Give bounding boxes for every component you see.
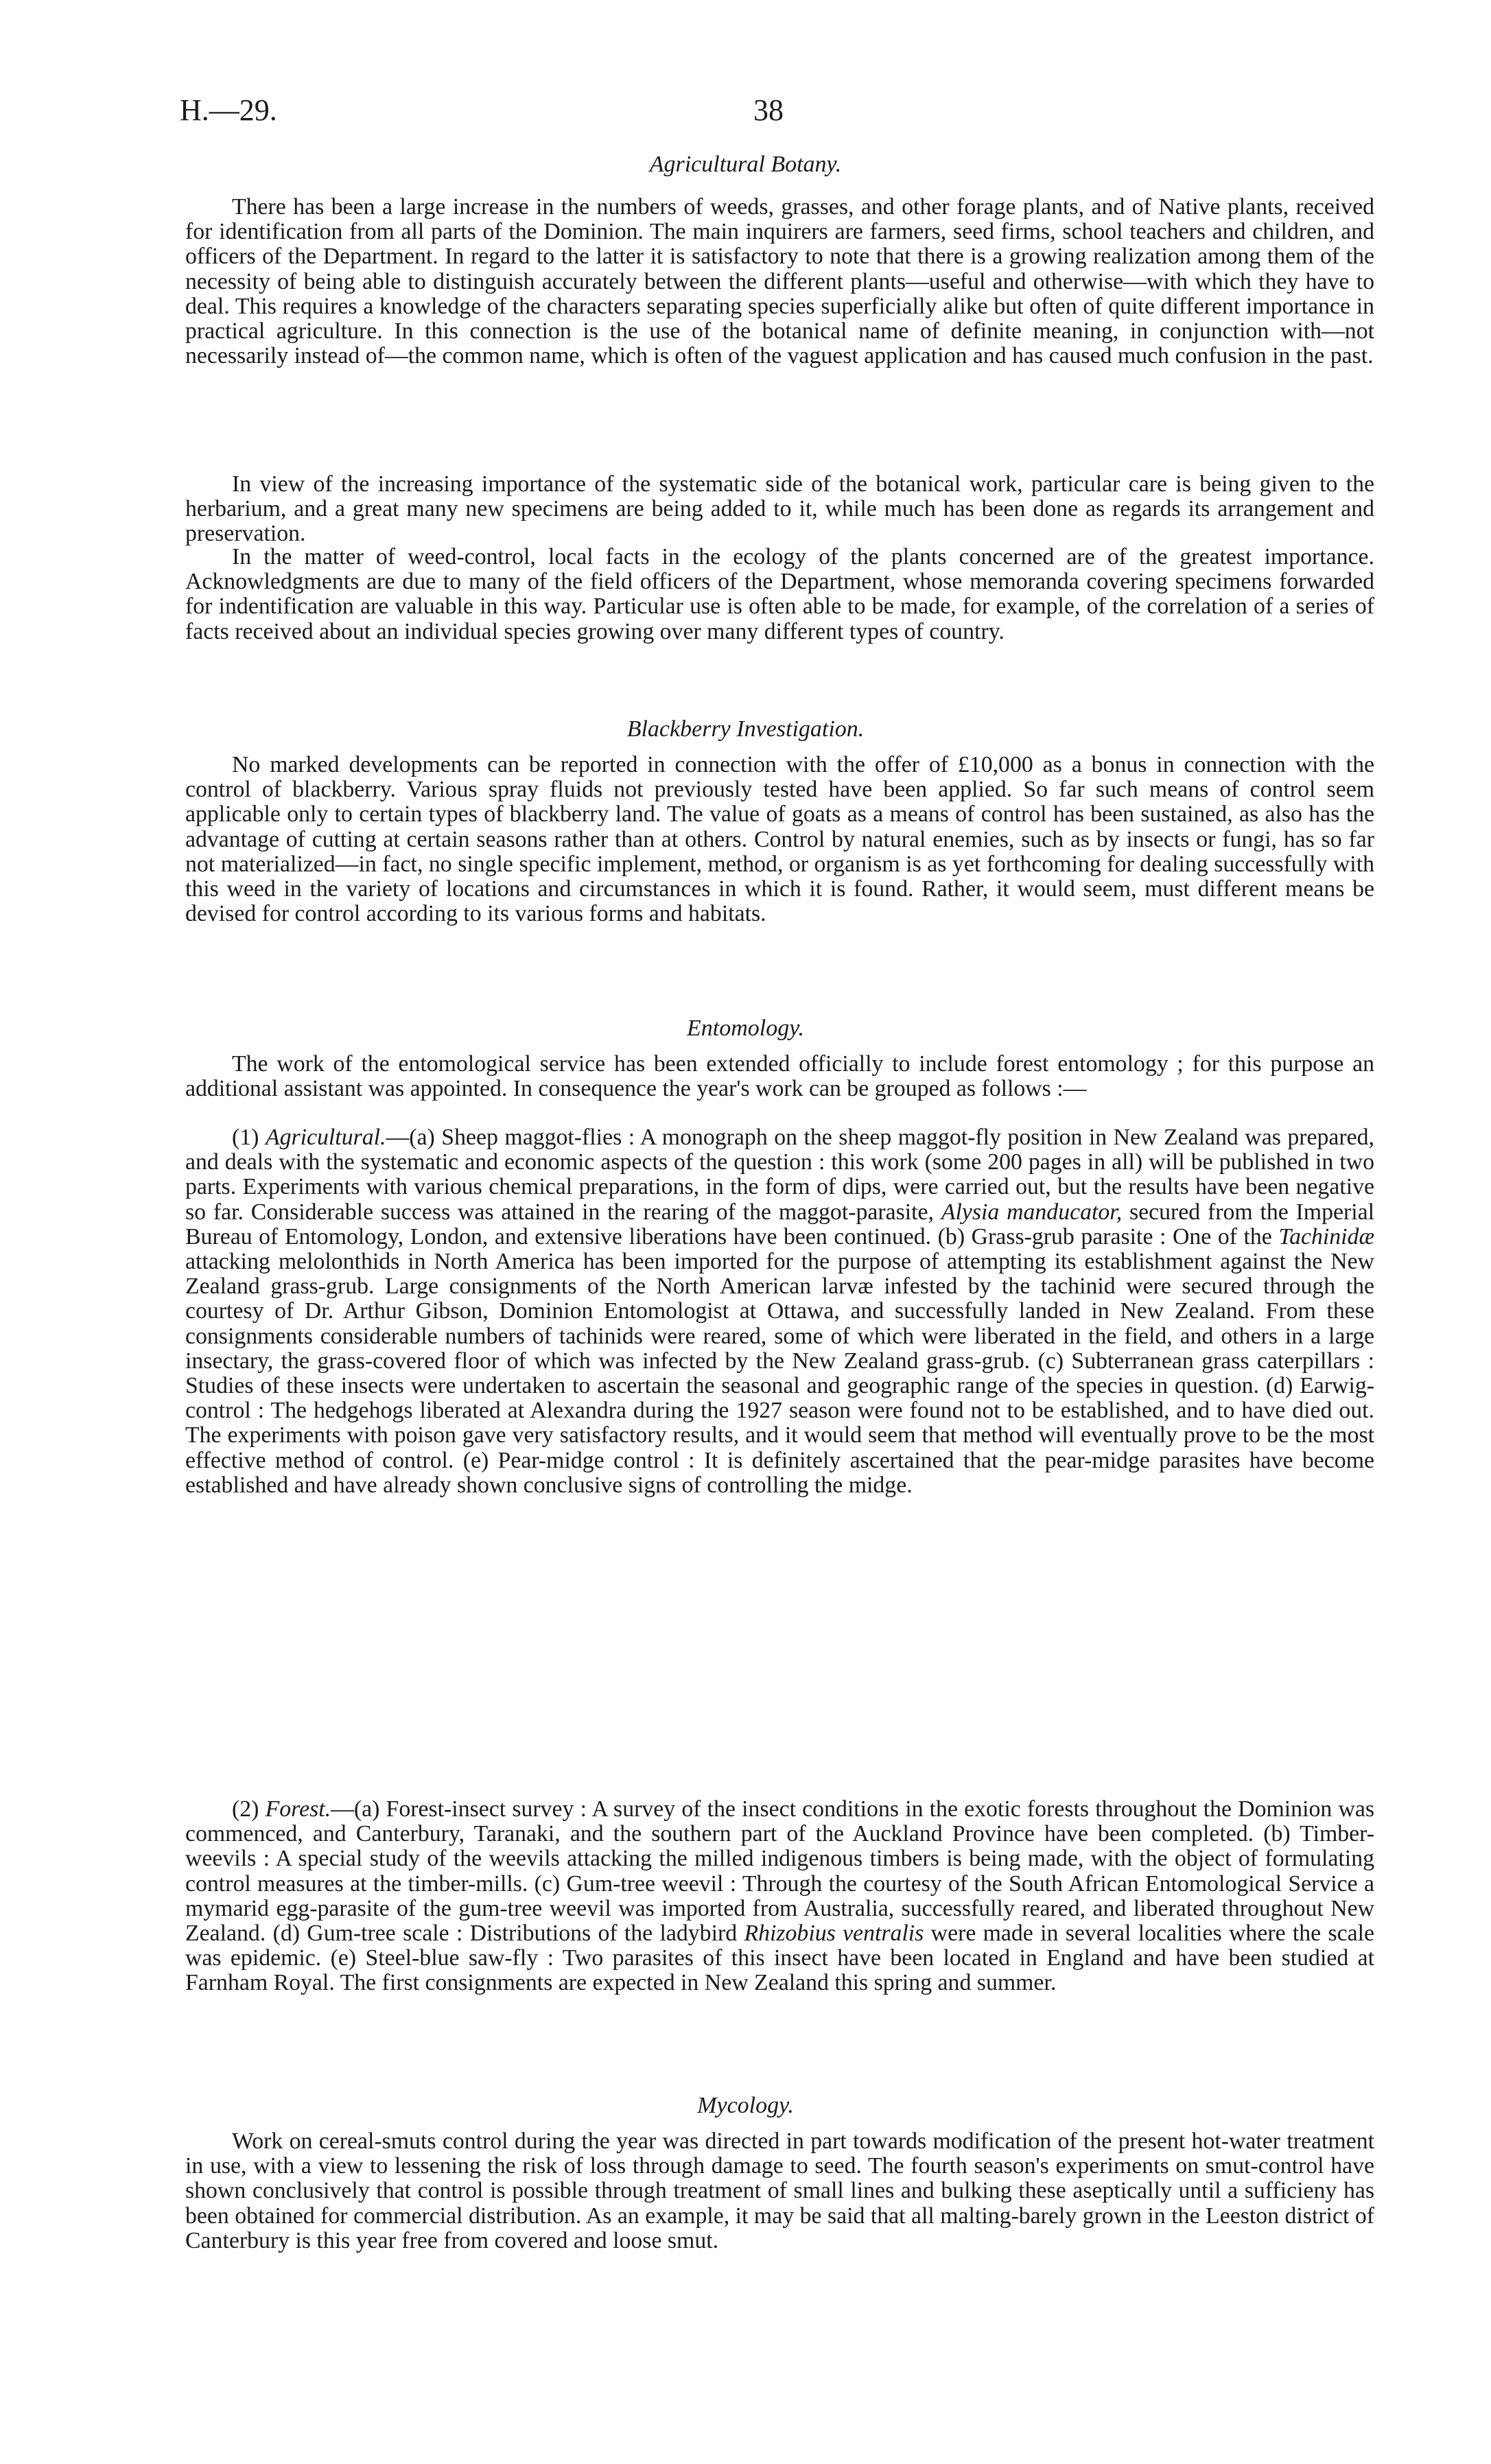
paragraph-botany-weed-control: In the matter of weed-control, local facts in the ecology of the plants concerned are of the greatest importance. Acknowledgments are due to many of the field officers of the Department, whose memoranda covering specimens forwarded for indentification are valuable in this way. Particular use is often able to be made, for example, of the correlation of a series of facts received about an individual species growing over many different types of country. [185, 544, 1374, 644]
paragraph-mycology: Work on cereal-smuts control during the year was directed in part towards modification of the present hot-water treatment in use, with a view to lessening the risk of loss through damage to seed. The fourth season's experiments on smut-control have shown conclusively that control is possible through treatment of small lines and bulking these aseptically until a sufficieny has been obtained for commercial distribution. As an example, it may be said that all malting-barely grown in the Leeston district of Canterbury is this year free from covered and loose smut. [185, 2128, 1374, 2253]
paragraph-blackberry: No marked developments can be reported in connection with the offer of £10,000 as a bonus in connection with the control of blackberry. Various spray fluids not previously tested have been applied. So far such means of control seem applicable only to certain types of blackberry land. The value of goats as a means of control has been sustained, as also has the advantage of cutting at certain seasons rather than at others. Control by natural enemies, such as by insects or fungi, has so far not materialized—in fact, no single specific implement, method, or organism is as yet forthcoming for dealing successfully with this weed in the variety of locations and circumstances in which it is found. Rather, it would seem, must different means be devised for control according to its various forms and habitats. [185, 752, 1374, 927]
text-segment: —(a) Forest-insect survey : A survey of the insect conditions in the exotic forests throughout the Dominion was commenced, and Canterbury, Taranaki, and the southern part of the Auckland Province have been completed. (b) Timber-weevils : A special study of the weevils attacking the milled indigenous timbers is being made, with the object of formulating control measures at the timber-mills. (c) Gum-tree weevil : Through the courtesy of the South African Entomological Service a mymarid egg-parasite of the gum-tree weevil was imported from Australia, successfully reared, and liberated throughout New Zealand. (d) Gum-tree scale : Distributions of the ladybird [185, 1796, 1375, 1947]
section-heading-blackberry: Blackberry Investigation. [626, 716, 865, 742]
paragraph-botany-identification: There has been a large increase in the numbers of weeds, grasses, and other forage plants, and of Native plants, received for identification from all parts of the Dominion. The main inquirers are farmers, seed firms, school teachers and children, and officers of the Department. In regard to the latter it is satisfactory to note that there is a growing realization among them of the necessity of being able to distinguish accurately between the different plants—useful and otherwise—with which they have to deal. This requires a knowledge of the characters separating species superficially alike but often of quite different importance in practical agriculture. In this connection is the use of the botanical name of definite meaning, in conjunction with—not necessarily instead of—the common name, which is often of the vaguest application and has caused much confusion in the past. [185, 194, 1374, 369]
paragraph-entomology-forest [185, 1797, 1374, 1996]
item-label: Forest. [265, 1796, 331, 1822]
paragraph-entomology-agricultural [185, 1125, 1374, 1498]
family-name: Tachinidæ [1278, 1223, 1375, 1249]
item-number: (1) [232, 1125, 259, 1150]
species-name: Alysia manducator, [941, 1199, 1123, 1225]
page-number: 38 [753, 93, 784, 127]
text-segment: were made in several localities where the scale was epidemic. (e) Steel-blue saw-fly : Two parasites of this insect have been located in England and have been studied at Farnham Royal. The first consignments are expected in New Zealand this spring and summer. [185, 1921, 1375, 1996]
text-segment: secured from the Imperial Bureau of Entomology, London, and extensive liberations have been continued. (b) Grass-grub parasite : One of the [185, 1199, 1375, 1249]
item-label: Agricultural. [265, 1125, 386, 1150]
section-heading-mycology: Mycology. [697, 2093, 794, 2118]
section-heading-entomology: Entomology. [687, 1016, 804, 1041]
text-segment: —(a) Sheep maggot-flies : A monograph on the sheep maggot-fly position in New Zealand was prepared, and deals with the systematic and economic aspects of the question : this work (some 200 pages in all) will be published in two parts. Experiments with various chemical preparations, in the form of dips, were carried out, but the results have been negative so far. Considerable success was attained in the rearing of the maggot-parasite, [185, 1125, 1375, 1225]
report-reference: H.—29. [180, 93, 277, 127]
section-heading-agricultural-botany: Agricultural Botany. [649, 152, 842, 177]
paragraph-entomology-intro: The work of the entomological service has been extended officially to include forest entomology ; for this purpose an additional assistant was appointed. In consequence the year's work can be grouped as follows :— [185, 1051, 1374, 1102]
text-segment: attacking melolonthids in North America has been imported for the purpose of attempting its establishment against the New Zealand grass-grub. Large consignments of the North American larvæ infested by the tachinid were secured through the courtesy of Dr. Arthur Gibson, Dominion Entomologist at Ottawa, and successfully landed in New Zealand. From these consignments considerable numbers of tachinids were reared, some of which were liberated in the field, and others in a large insectary, the grass-covered floor of which was infected by the New Zealand grass-grub. (c) Subterranean grass caterpillars : Studies of these insects were undertaken to ascertain the seasonal and geographic range of the species in question. (d) Earwig-control : The hedgehogs liberated at Alexandra during the 1927 season were found not to be established, and to have died out. The experiments with poison gave very satisfactory results, and it would seem that method will eventually prove to be the most effective method of control. (e) Pear-midge control : It is definitely ascertained that the pear-midge parasites have become established and have already shown conclusive signs of controlling the midge. [185, 1249, 1374, 1498]
species-name: Rhizobius ventralis [744, 1921, 924, 1947]
item-number: (2) [232, 1796, 259, 1822]
paragraph-botany-herbarium: In view of the increasing importance of the systematic side of the botanical work, particular care is being given to the herbarium, and a great many new specimens are being added to it, while much has been done as regards its arrangement and preservation. [185, 471, 1374, 547]
